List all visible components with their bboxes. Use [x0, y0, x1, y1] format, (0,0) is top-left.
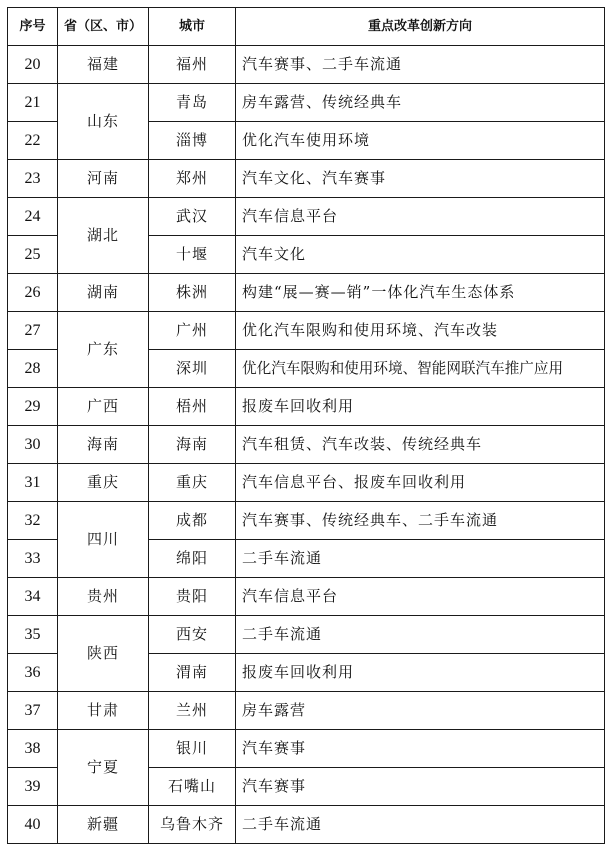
- header-province: 省（区、市）: [58, 8, 149, 46]
- table-row: [8, 692, 605, 730]
- province-cell: 甘肃: [58, 692, 149, 730]
- header-row: [8, 8, 605, 46]
- table-row: [8, 198, 605, 236]
- table-row: [8, 388, 605, 426]
- province-cell: 陕西: [58, 616, 149, 692]
- direction-cell: 汽车赛事: [236, 730, 605, 768]
- direction-cell: 二手车流通: [236, 540, 605, 578]
- city-cell: 青岛: [149, 84, 236, 122]
- city-cell: 银川: [149, 730, 236, 768]
- header-direction: 重点改革创新方向: [236, 8, 605, 46]
- row-index: 20: [8, 46, 58, 84]
- table-row: [8, 616, 605, 654]
- direction-cell: 汽车信息平台、报废车回收利用: [236, 464, 605, 502]
- header-city: 城市: [149, 8, 236, 46]
- header-index: 序号: [8, 8, 58, 46]
- direction-cell: 汽车赛事、传统经典车、二手车流通: [236, 502, 605, 540]
- table-row: [8, 730, 605, 768]
- city-cell: 绵阳: [149, 540, 236, 578]
- row-index: 35: [8, 616, 58, 654]
- direction-cell: 优化汽车使用环境: [236, 122, 605, 160]
- direction-cell: 房车露营、传统经典车: [236, 84, 605, 122]
- province-cell: 福建: [58, 46, 149, 84]
- table-row: [8, 274, 605, 312]
- city-cell: 贵阳: [149, 578, 236, 616]
- direction-cell: 房车露营: [236, 692, 605, 730]
- city-cell: 株洲: [149, 274, 236, 312]
- province-cell: 宁夏: [58, 730, 149, 806]
- city-cell: 重庆: [149, 464, 236, 502]
- reform-cities-table: [7, 7, 605, 844]
- row-index: 24: [8, 198, 58, 236]
- table-row: [8, 84, 605, 122]
- province-cell: 广东: [58, 312, 149, 388]
- table-row: [8, 426, 605, 464]
- table-row: [8, 502, 605, 540]
- row-index: 27: [8, 312, 58, 350]
- direction-cell: 汽车信息平台: [236, 578, 605, 616]
- table-row: [8, 464, 605, 502]
- row-index: 34: [8, 578, 58, 616]
- row-index: 32: [8, 502, 58, 540]
- row-index: 37: [8, 692, 58, 730]
- table-body: [8, 46, 605, 844]
- city-cell: 淄博: [149, 122, 236, 160]
- city-cell: 广州: [149, 312, 236, 350]
- province-cell: 湖南: [58, 274, 149, 312]
- city-cell: 海南: [149, 426, 236, 464]
- province-cell: 重庆: [58, 464, 149, 502]
- row-index: 22: [8, 122, 58, 160]
- province-cell: 海南: [58, 426, 149, 464]
- city-cell: 兰州: [149, 692, 236, 730]
- province-cell: 新疆: [58, 806, 149, 844]
- direction-cell: 汽车信息平台: [236, 198, 605, 236]
- row-index: 29: [8, 388, 58, 426]
- direction-cell: 报废车回收利用: [236, 388, 605, 426]
- direction-cell: 二手车流通: [236, 806, 605, 844]
- city-cell: 石嘴山: [149, 768, 236, 806]
- table-row: [8, 312, 605, 350]
- province-cell: 广西: [58, 388, 149, 426]
- row-index: 25: [8, 236, 58, 274]
- row-index: 21: [8, 84, 58, 122]
- row-index: 39: [8, 768, 58, 806]
- direction-cell: 优化汽车限购和使用环境、汽车改装: [236, 312, 605, 350]
- direction-cell: 汽车赛事、二手车流通: [236, 46, 605, 84]
- direction-cell: 汽车赛事: [236, 768, 605, 806]
- direction-cell: 汽车租赁、汽车改装、传统经典车: [236, 426, 605, 464]
- city-cell: 乌鲁木齐: [149, 806, 236, 844]
- province-cell: 湖北: [58, 198, 149, 274]
- row-index: 40: [8, 806, 58, 844]
- city-cell: 西安: [149, 616, 236, 654]
- direction-cell: 优化汽车限购和使用环境、智能网联汽车推广应用: [236, 350, 605, 388]
- row-index: 33: [8, 540, 58, 578]
- city-cell: 梧州: [149, 388, 236, 426]
- province-cell: 贵州: [58, 578, 149, 616]
- city-cell: 渭南: [149, 654, 236, 692]
- direction-cell: 构建“展—赛—销”一体化汽车生态体系: [236, 274, 605, 312]
- table-header: [8, 8, 605, 46]
- province-cell: 河南: [58, 160, 149, 198]
- city-cell: 郑州: [149, 160, 236, 198]
- row-index: 38: [8, 730, 58, 768]
- province-cell: 山东: [58, 84, 149, 160]
- row-index: 36: [8, 654, 58, 692]
- table-row: [8, 578, 605, 616]
- direction-cell: 二手车流通: [236, 616, 605, 654]
- table-row: [8, 806, 605, 844]
- row-index: 26: [8, 274, 58, 312]
- row-index: 31: [8, 464, 58, 502]
- direction-cell: 报废车回收利用: [236, 654, 605, 692]
- row-index: 23: [8, 160, 58, 198]
- row-index: 30: [8, 426, 58, 464]
- city-cell: 成都: [149, 502, 236, 540]
- city-cell: 深圳: [149, 350, 236, 388]
- row-index: 28: [8, 350, 58, 388]
- city-cell: 武汉: [149, 198, 236, 236]
- table-row: [8, 160, 605, 198]
- city-cell: 十堰: [149, 236, 236, 274]
- province-cell: 四川: [58, 502, 149, 578]
- table-row: [8, 46, 605, 84]
- direction-cell: 汽车文化、汽车赛事: [236, 160, 605, 198]
- direction-cell: 汽车文化: [236, 236, 605, 274]
- city-cell: 福州: [149, 46, 236, 84]
